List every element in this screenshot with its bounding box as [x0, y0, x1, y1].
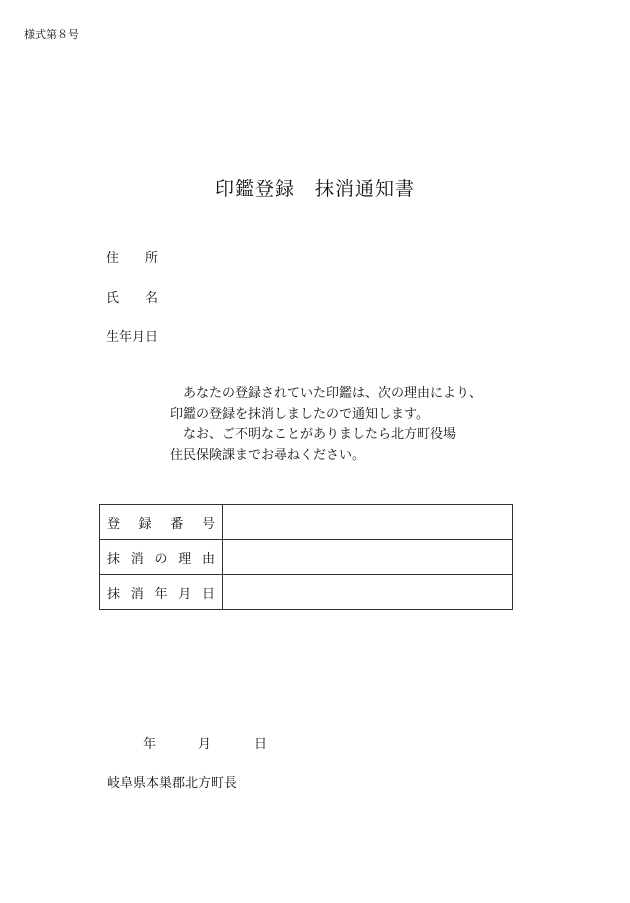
- form-number: 様式第８号: [24, 28, 79, 41]
- registration-number-label-cell: [100, 505, 223, 540]
- cancellation-date-label-cell: [100, 575, 223, 610]
- table-row: [100, 505, 513, 540]
- cancellation-date-value: [223, 575, 513, 610]
- cancellation-reason-label: 抹消の理由: [107, 551, 215, 567]
- registration-number-label: 登録番号: [107, 516, 215, 532]
- document-title: 印鑑登録 抹消通知書: [214, 178, 415, 200]
- name-label: 氏 名: [106, 291, 159, 306]
- registration-number-value: [223, 505, 513, 540]
- cancellation-reason-label-cell: [100, 540, 223, 575]
- notice-body: [170, 384, 482, 466]
- table-row: [100, 575, 513, 610]
- birthdate-label: 生年月日: [106, 330, 159, 345]
- day-label: 日: [254, 737, 268, 752]
- month-label: 月: [198, 737, 212, 752]
- cancellation-reason-value: [223, 540, 513, 575]
- registration-info-table: [99, 504, 513, 610]
- year-label: 年: [143, 737, 157, 752]
- issue-date: [143, 733, 267, 752]
- address-label: 住 所: [106, 251, 159, 266]
- notice-line: 印鑑の登録を抹消しましたので通知します。: [170, 406, 429, 422]
- cancellation-date-label: 抹消年月日: [107, 586, 215, 602]
- table-row: [100, 540, 513, 575]
- issuer-name: 岐阜県本巣郡北方町長: [107, 776, 238, 791]
- notice-line: なお、ご不明なことがありましたら北方町役場: [170, 427, 457, 442]
- notice-line: 住民保険課までお尋ねください。: [170, 447, 366, 463]
- notice-line: あなたの登録されていた印鑑は、次の理由により、: [170, 386, 483, 401]
